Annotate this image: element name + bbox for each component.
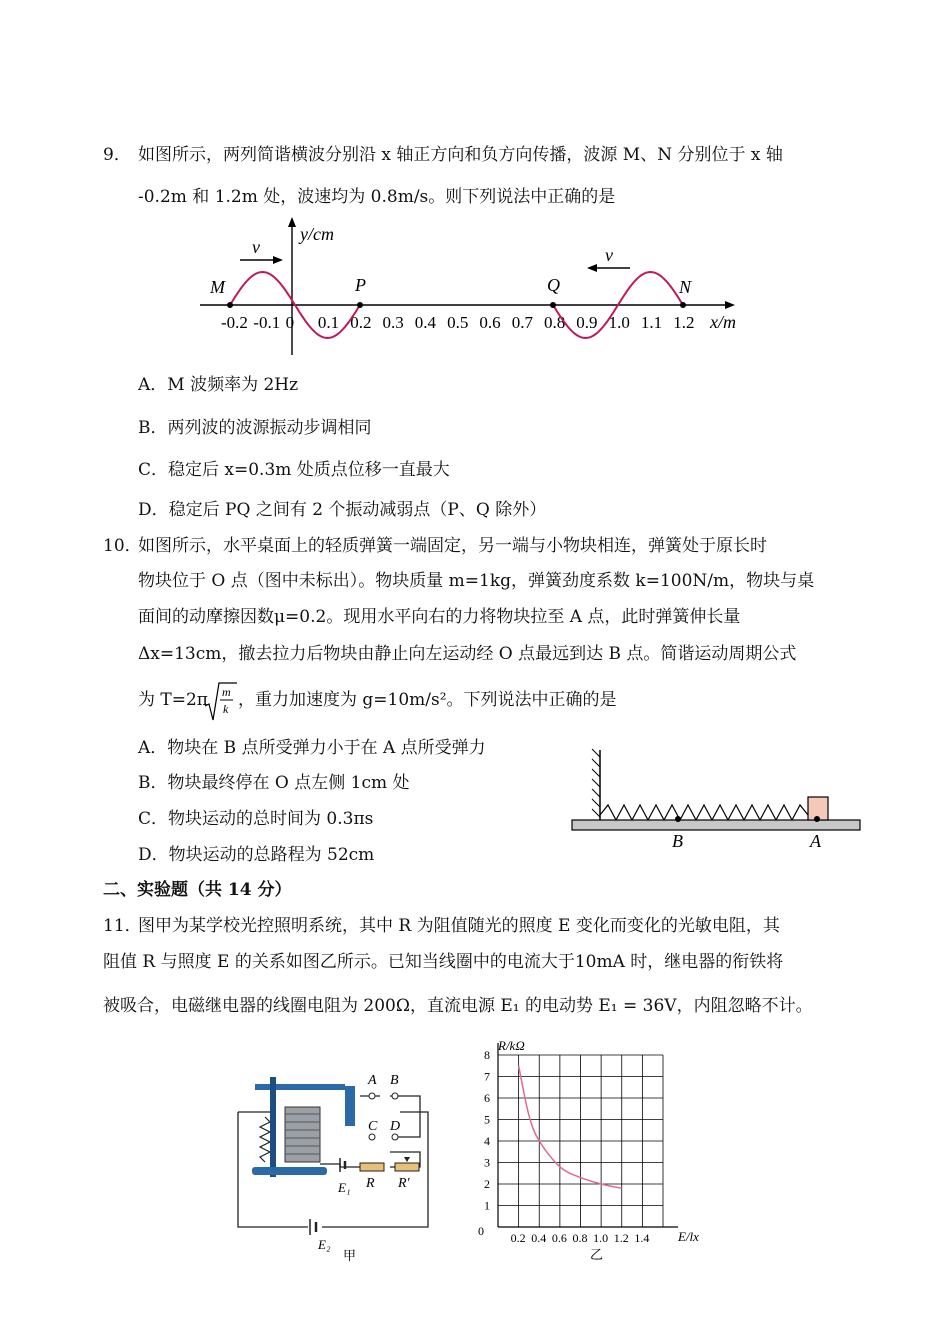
chart-y-tick: 3 [484,1155,490,1170]
x-tick-label: 0.6 [479,313,501,332]
contact-d [392,1134,398,1140]
x-axis-label: x/m [710,312,736,332]
q9-wave-figure [195,215,755,365]
relay-base [252,1167,327,1175]
label-contact-b: B [390,1073,399,1088]
velocity-label-n: v [605,245,613,265]
chart-x-tick: 0.4 [531,1231,547,1245]
chart-y-tick: 4 [484,1134,490,1148]
pivot-post [270,1077,276,1177]
q10-stem-line3: 面间的动摩擦因数μ=0.2。现用水平向右的力将物块拉至 A 点，此时弹簧伸长量 [138,607,741,627]
q10-option-b: B．物块最终停在 O 点左侧 1cm 处 [138,773,410,793]
chart-x-tick: 0.6 [551,1231,567,1245]
arrow-right-icon [273,256,283,264]
chart-origin-label: 0 [478,1224,484,1238]
q10-number: 10． [103,536,142,556]
contact-block [345,1086,355,1126]
chart-x-tick: 1.0 [593,1231,609,1245]
chart-y-tick: 8 [484,1048,490,1062]
point-m [227,302,233,308]
x-tick-label: 0.1 [317,313,340,332]
chart-y-label: R/kΩ [498,1038,525,1053]
q9-option-d: D．稳定后 PQ 之间有 2 个振动减弱点（P、Q 除外） [138,500,547,520]
label-a: A [810,831,821,851]
circuit-caption: 甲 [343,1248,357,1262]
section-title: 二、实验题（共 14 分） [103,880,292,900]
q11-number: 11． [103,916,142,936]
contact-a [369,1093,375,1099]
x-tick-label: 0.3 [382,313,404,332]
q10-stem-line5-pre: 为 T=2π [138,690,208,710]
chart-x-tick: 1.2 [613,1231,629,1245]
chart-x-tick: 0.2 [510,1231,526,1245]
q9-number: 9． [103,145,131,165]
r-e-chart [470,1035,710,1265]
resistor-rp [395,1163,419,1171]
point-q [550,302,556,308]
x-tick-label: 0.4 [414,313,437,332]
circuit-figure [230,1072,445,1262]
chart-x-tick: 0.8 [572,1231,588,1245]
circuit-wires [238,1096,428,1227]
q10-stem-line4: Δx=13cm，撤去拉力后物块由静止向左运动经 O 点最远到达 B 点。简谐运动周期公式 [138,644,797,664]
x-tick-label: -0.2 [221,313,248,332]
point-b [675,816,681,822]
velocity-label-m: v [252,237,260,257]
q10-stem-line5-post: ，重力加速度为 g=10m/s²。下列说法中正确的是 [238,690,617,710]
point-a [814,816,820,822]
q11-stem-line3: 被吸合，电磁继电器的线圈电阻为 200Ω，直流电源 E₁ 的电动势 E₁ = 36V，内阻忽略不计。 [103,996,813,1016]
y-axis-arrow-icon [288,217,296,227]
x-tick-label: 1.0 [608,313,630,332]
label-e2: E₂ [318,1237,331,1252]
label-q: Q [547,275,560,295]
chart-x-tick: 1.4 [634,1231,650,1245]
y-axis-label: y/cm [300,224,334,244]
resistor-r [360,1163,384,1171]
x-tick-label: 0.2 [350,313,372,332]
arrow-left-icon [587,264,597,272]
label-n: N [679,277,692,297]
q11-stem-line1: 图甲为某学校光控照明系统，其中 R 为阻值随光的照度 E 变化而变化的光敏电阻，其 [138,916,780,936]
armature [255,1084,345,1090]
q10-option-c: C．物块运动的总时间为 0.3πs [138,809,374,829]
q10-option-a: A．物块在 B 点所受弹力小于在 A 点所受弹力 [138,738,486,758]
chart-caption: 乙 [590,1247,604,1262]
chart-y-tick: 5 [484,1112,490,1127]
chart-tick-labels [484,1048,649,1245]
chart-y-tick: 7 [484,1069,490,1084]
q10-stem-line2: 物块位于 O 点（图中未标出）。物块质量 m=1kg，弹簧劲度系数 k=100N/m，物块与桌 [138,571,815,591]
label-p: P [355,275,366,295]
contact-c [369,1134,375,1140]
x-axis-arrow-icon [725,301,735,309]
q9-option-a: A．M 波频率为 2Hz [138,375,299,395]
chart-y-tick: 1 [484,1198,490,1213]
q10-spring-figure [570,745,865,855]
point-n [680,302,686,308]
slider-arrow-icon [404,1157,410,1162]
chart-series-line [519,1066,622,1189]
x-tick-label: 0 [285,313,295,332]
q9-stem-line2: -0.2m 和 1.2m 处，波速均为 0.8m/s。则下列说法中正确的是 [138,187,616,207]
x-tick-label: 0.8 [544,313,566,332]
sqrt-formula [203,680,237,724]
q11-stem-line2: 阻值 R 与照度 E 的关系如图乙所示。已知当线圈中的电流大于10mA 时，继电器的衔铁将 [103,952,784,972]
label-r: R [366,1176,375,1191]
q9-stem-line1: 如图所示，两列简谐横波分别沿 x 轴正方向和负方向传播，波源 M、N 分别位于 x 轴 [138,145,783,165]
relay-spring [260,1117,270,1162]
x-tick-label: 0.5 [447,313,469,332]
label-contact-d: D [390,1119,401,1134]
x-tick-label: 0.9 [576,313,598,332]
x-tick-label: 1.2 [673,313,695,332]
x-tick-label: -0.1 [253,313,281,332]
label-b: B [672,831,683,851]
chart-grid [498,1043,678,1227]
q9-option-c: C．稳定后 x=0.3m 处质点位移一直最大 [138,460,450,480]
q9-option-b: B．两列波的波源振动步调相同 [138,418,372,438]
label-contact-a: A [368,1073,377,1088]
formula-numerator: m [222,685,231,699]
label-rp: R′ [398,1176,410,1191]
chart-x-label: E/lx [678,1229,699,1244]
wall-hatching [592,749,600,817]
chart-y-tick: 6 [484,1091,490,1105]
x-tick-labels [221,313,694,332]
label-e1: E₁ [338,1180,351,1195]
chart-y-tick: 2 [484,1177,490,1191]
spring [600,805,808,820]
formula-denominator: k [223,702,229,716]
q10-stem-line1: 如图所示，水平桌面上的轻质弹簧一端固定，另一端与小物块相连，弹簧处于原长时 [138,536,767,556]
x-tick-label: 0.7 [511,313,533,332]
point-p [357,302,363,308]
label-m: M [210,277,225,297]
contact-b [392,1093,398,1099]
label-contact-c: C [368,1119,378,1134]
sqrt-sign-icon [205,683,237,720]
x-tick-label: 1.1 [640,313,663,332]
q10-option-d: D．物块运动的总路程为 52cm [138,845,375,865]
